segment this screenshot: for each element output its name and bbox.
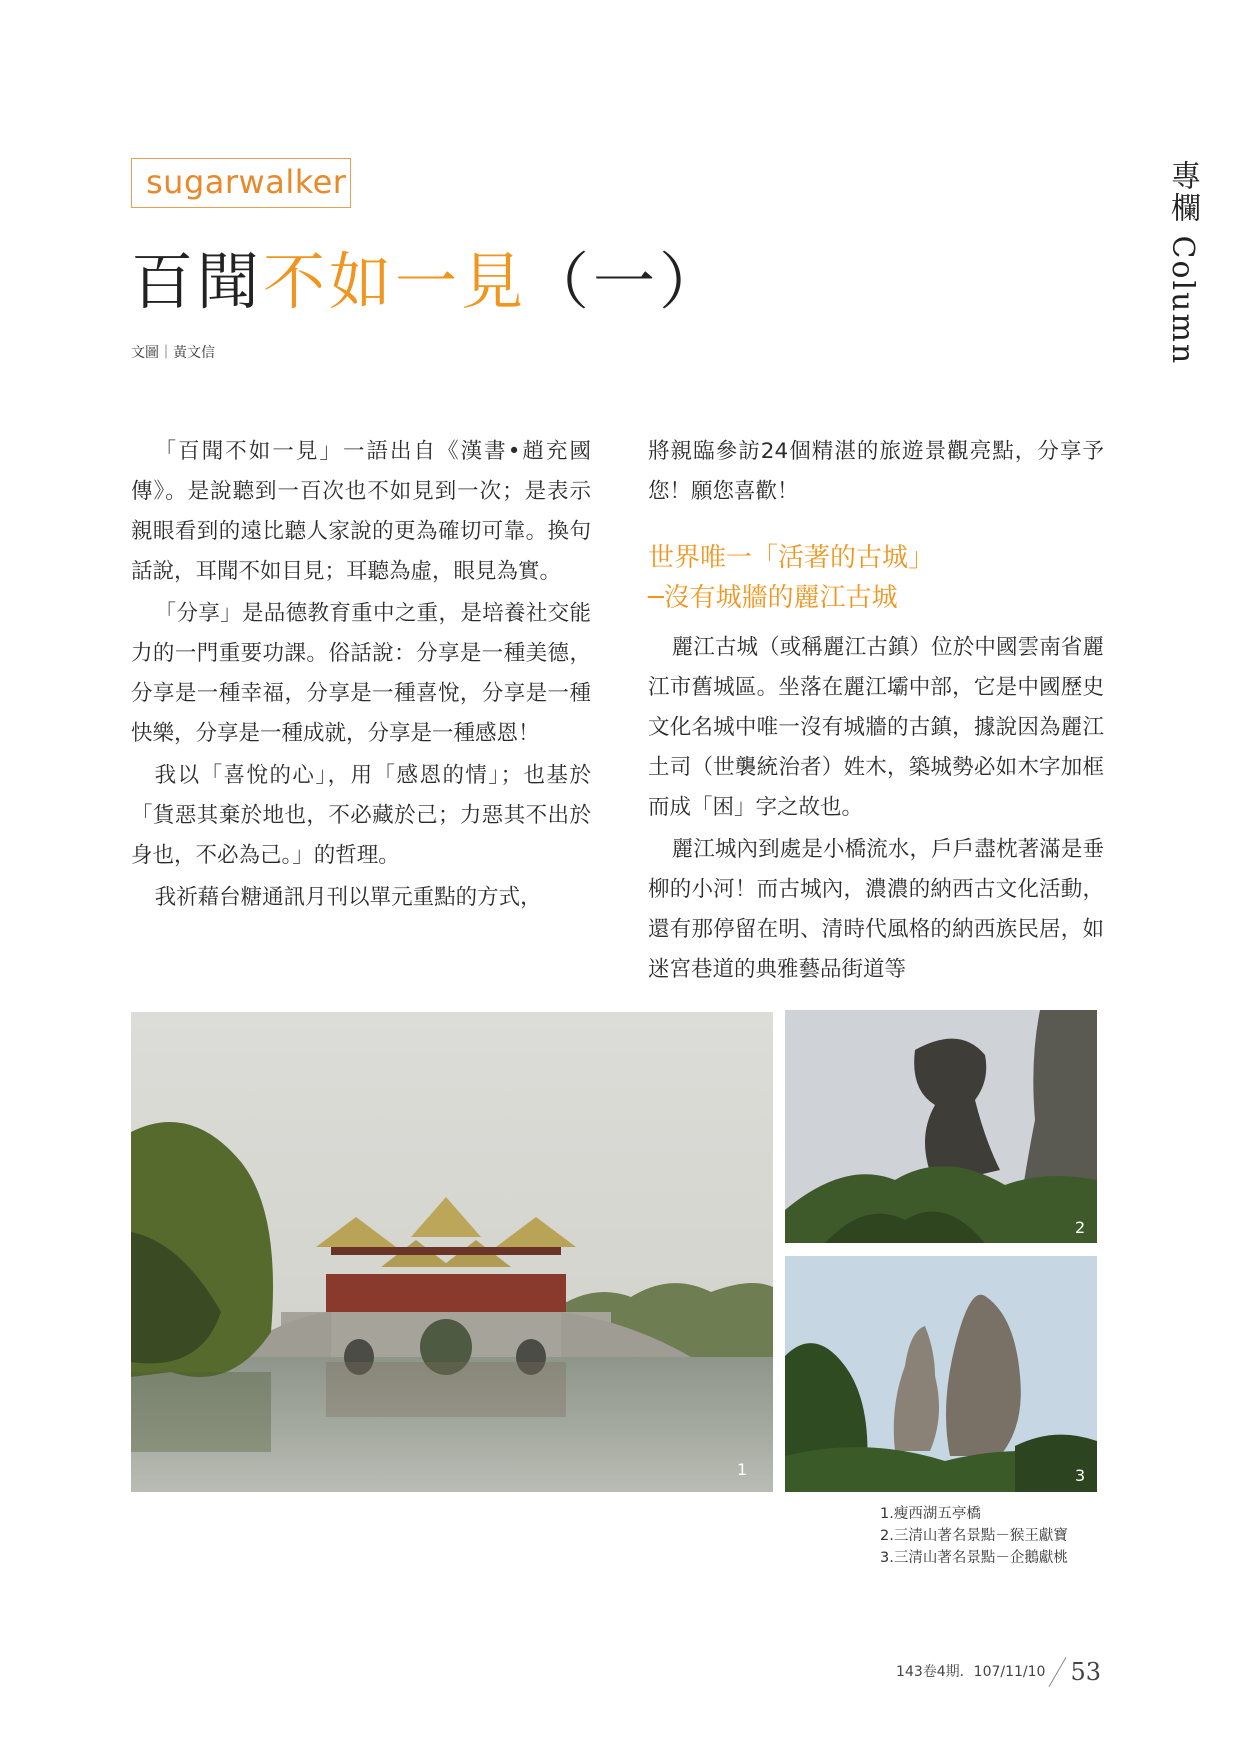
pavilion-bridge-image (131, 1012, 773, 1492)
penguin-rock-image (785, 1256, 1097, 1492)
left-column (131, 432, 591, 920)
paragraph: 我以「喜悅的心」，用「感恩的情」；也基於「貨惡其棄於地也，不必藏於己；力惡其不出於身也，不必為己。」的哲理。 (131, 763, 591, 868)
caption: 3.三清山著名景點－企鵝獻桃 (880, 1550, 1068, 1566)
photo-number: 2 (1075, 1218, 1086, 1237)
caption: 2.三清山著名景點－猴王獻寶 (880, 1528, 1068, 1544)
caption: 1.瘦西湖五亭橋 (880, 1506, 981, 1522)
issue-info: 143卷4期．107/11/10 (896, 1664, 1046, 1680)
title-highlight: 不如一見 (263, 245, 528, 318)
folio-divider (1049, 1657, 1067, 1687)
byline: 文圖｜黃文信 (131, 345, 215, 361)
photo-number: 1 (737, 1460, 748, 1479)
paragraph: 我祈藉台糖通訊月刊以單元重點的方式， (154, 885, 542, 910)
photo-penguin-rock (785, 1256, 1097, 1492)
section-label: 專欄 Column (1165, 160, 1200, 366)
series-label-box (131, 158, 351, 208)
title-plain: 百聞 (131, 245, 264, 318)
paragraph: 麗江古城（或稱麗江古鎮）位於中國雲南省麗江市舊城區。坐落在麗江壩中部，它是中國歷史文化名城中唯一沒有城牆的古鎮，據說因為麗江土司（世襲統治者）姓木，築城勢必如木字加框而成「困」字之故也。 (648, 635, 1104, 820)
page-number: 53 (1070, 1658, 1101, 1686)
subheading (648, 538, 1104, 618)
article-title (131, 232, 725, 321)
subheading-line-1: 世界唯一「活著的古城」 (648, 543, 935, 573)
paragraph: 「百聞不如一見」一語出自《漢書•趙充國傳》。是說聽到一百次也不如見到一次；是表示親眼看到的遠比聽人家說的更為確切可靠。換句話說，耳聞不如目見；耳聽為虛，眼見為實。 (131, 439, 591, 584)
subheading-line-2: ─沒有城牆的麗江古城 (648, 583, 898, 613)
photo-pavilion-bridge (131, 1012, 773, 1492)
paragraph: 麗江城內到處是小橋流水，戶戶盡枕著滿是垂柳的小河！而古城內，濃濃的納西古文化活動，還有那停留在明、清時代風格的納西族民居，如迷宮巷道的典雅藝品街道等 (648, 837, 1104, 982)
photo-number: 3 (1075, 1466, 1086, 1485)
photo-captions (880, 1503, 1068, 1569)
paragraph: 將親臨參訪24個精湛的旅遊景觀亮點，分享予您！願您喜歡！ (648, 439, 1104, 504)
series-label: sugarwalker (146, 163, 347, 201)
photo-monkey-rock (785, 1010, 1097, 1243)
page-footer (896, 1655, 1101, 1689)
right-column (648, 432, 1104, 992)
paragraph: 「分享」是品德教育重中之重，是培養社交能力的一門重要功課。俗話說：分享是一種美德，分享是一種幸福，分享是一種喜悅，分享是一種快樂，分享是一種成就，分享是一種感恩！ (131, 601, 591, 746)
monkey-rock-image (785, 1010, 1097, 1243)
title-suffix: （一） (527, 245, 726, 318)
